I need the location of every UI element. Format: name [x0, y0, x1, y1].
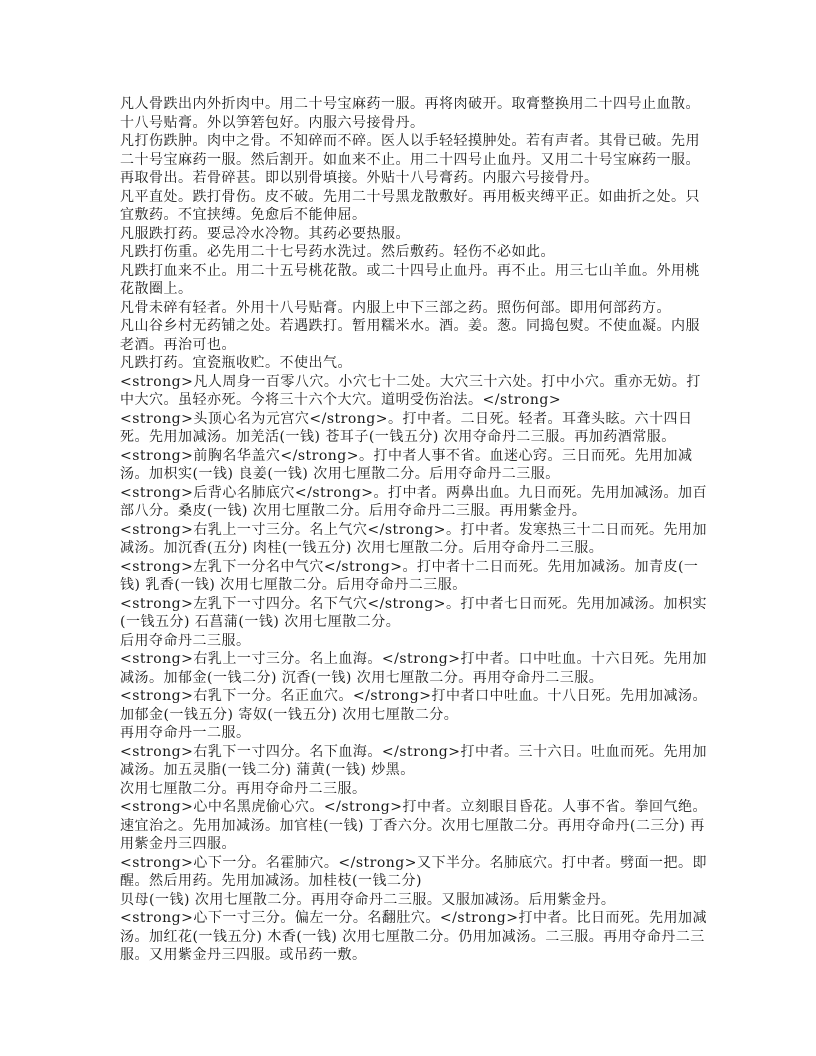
paragraph-flat-area-injury: 凡平直处。跌打骨伤。皮不破。先用二十号黑龙散敷好。再用板夹缚平正。如曲折之处。只宜敷药。不宜挟缚。免愈后不能伸屈。 — [120, 188, 700, 223]
paragraph-huofei-point: <strong>心下一分。名霍肺穴。</strong>又下半分。名肺底穴。打中者。劈面一把。即醒。然后用药。先用加减汤。加桂枝(一钱二分) — [120, 854, 707, 889]
paragraph-unbroken-bone: 凡骨未碎有轻者。外用十八号贴膏。内服上中下三部之药。照伤何部。即用何部药方。 — [120, 299, 671, 316]
paragraph-heihu-point: <strong>心中名黑虎偷心穴。</strong>打中者。立刻眼目昏花。人事不省。拳回气绝。速宜治之。先用加减汤。加官桂(一钱) 丁香六分。次用七厘散二分。再用夺命丹(二三分) 再用紫金丹三四服。 — [120, 799, 707, 852]
paragraph-zhengxue-followup: 再用夺命丹一二服。 — [120, 725, 251, 741]
paragraph-fandu-point: <strong>心下一寸三分。偏左一分。名翻肚穴。</strong>打中者。比日而死。先用加减汤。加红花(一钱五分) 木香(一钱) 次用七厘散二分。仍用加减汤。二三服。再用夺命丹二三服。又用紫金丹三四服。或吊药一敷。 — [120, 910, 707, 963]
paragraph-xiaqi-followup: 后用夺命丹二三服。 — [120, 632, 251, 649]
paragraph-shangqi-point: <strong>右乳上一寸三分。名上气穴</strong>。打中者。发寒热三十二日而死。先用加减汤。加沉香(五分) 肉桂(一钱五分) 次用七厘散二分。后用夺命丹二三服。 — [120, 521, 707, 556]
paragraph-medicine-taboo: 凡服跌打药。要忌冷水冷物。其药必要热服。 — [120, 225, 410, 242]
paragraph-bleeding: 凡跌打血来不止。用二十五号桃花散。或二十四号止血丹。再不止。用三七山羊血。外用桃花散圈上。 — [120, 262, 700, 297]
paragraph-zhongqi-point: <strong>左乳下一分名中气穴</strong>。打中者十二日而死。先用加减汤。加青皮(一钱) 乳香(一钱) 次用七厘散二分。后用夺命丹二三服。 — [120, 558, 699, 593]
paragraph-huofei-followup: 贝母(一钱) 次用七厘散二分。再用夺命丹二三服。又服加减汤。后用紫金丹。 — [120, 891, 616, 908]
paragraph-swelling-fracture: 凡打伤跌肿。肉中之骨。不知碎而不碎。医人以手轻轻摸肿处。若有声者。其骨已破。先用二十号宝麻药一服。然后割开。如血来不止。用二十四号止血丹。又用二十号宝麻药一服。再取骨出。若骨碎甚。即以别骨填接。外贴十八号膏药。内服六号接骨丹。 — [120, 133, 700, 186]
paragraph-yuangong-point: <strong>头顶心名为元宫穴</strong>。打中者。二日死。轻者。耳聋头眩。六十四日死。先用加减汤。加羌活(一钱) 苍耳子(一钱五分) 次用夺命丹二三服。再加药酒常服。 — [120, 410, 693, 445]
document-page — [120, 95, 712, 965]
paragraph-shangxuehai-point: <strong>右乳上一寸三分。名上血海。</strong>打中者。口中吐血。十六日死。先用加减汤。加郁金(一钱二分) 沉香(一钱) 次用七厘散二分。再用夺命丹二三服。 — [120, 651, 707, 686]
paragraph-xiaxuehai-followup: 次用七厘散二分。再用夺命丹二三服。 — [120, 780, 367, 797]
paragraph-feidi-point: <strong>后背心名肺底穴</strong>。打中者。两鼻出血。九日而死。先用加减汤。加百部八分。桑皮(一钱) 次用七厘散二分。后用夺命丹二三服。再用紫金丹。 — [120, 484, 707, 519]
paragraph-xiaqi-point: <strong>左乳下一寸四分。名下气穴</strong>。打中者七日而死。先用加减汤。加枳实(一钱五分) 石菖蒲(一钱) 次用七厘散二分。 — [120, 595, 707, 630]
paragraph-severe-injury-wash: 凡跌打伤重。必先用二十七号药水洗过。然后敷药。轻伤不必如此。 — [120, 244, 555, 260]
paragraph-acupoints-intro: <strong>凡人周身一百零八穴。小穴七十二处。大穴三十六处。打中小穴。重亦无妨。打中大穴。虽轻亦死。今将三十六个大穴。道明受伤治法。</strong> — [120, 373, 701, 408]
paragraph-rural-remedy: 凡山谷乡村无药铺之处。若遇跌打。暂用糯米水。酒。姜。葱。同捣包熨。不使血凝。内服老酒。再治可也。 — [120, 318, 700, 353]
paragraph-zhengxue-point: <strong>右乳下一分。名正血穴。</strong>打中者口中吐血。十八日死。先用加减汤。加郁金(一钱五分) 寄奴(一钱五分) 次用七厘散二分。 — [120, 688, 707, 723]
paragraph-xiaxuehai-point: <strong>右乳下一寸四分。名下血海。</strong>打中者。三十六日。吐血而死。先用加减汤。加五灵脂(一钱二分) 蒲黄(一钱) 炒黑。 — [120, 743, 707, 778]
paragraph-open-fracture: 凡人骨跌出内外折肉中。用二十号宝麻药一服。再将肉破开。取膏整换用二十四号止血散。十八号贴膏。外以笋箬包好。内服六号接骨丹。 — [120, 96, 700, 131]
paragraph-storage: 凡跌打药。宜瓷瓶收贮。不使出气。 — [120, 355, 352, 371]
paragraph-huagai-point: <strong>前胸名华盖穴</strong>。打中者人事不省。血迷心窍。三日而死。先用加减汤。加枳实(一钱) 良姜(一钱) 次用七厘散二分。后用夺命丹二三服。 — [120, 447, 693, 482]
